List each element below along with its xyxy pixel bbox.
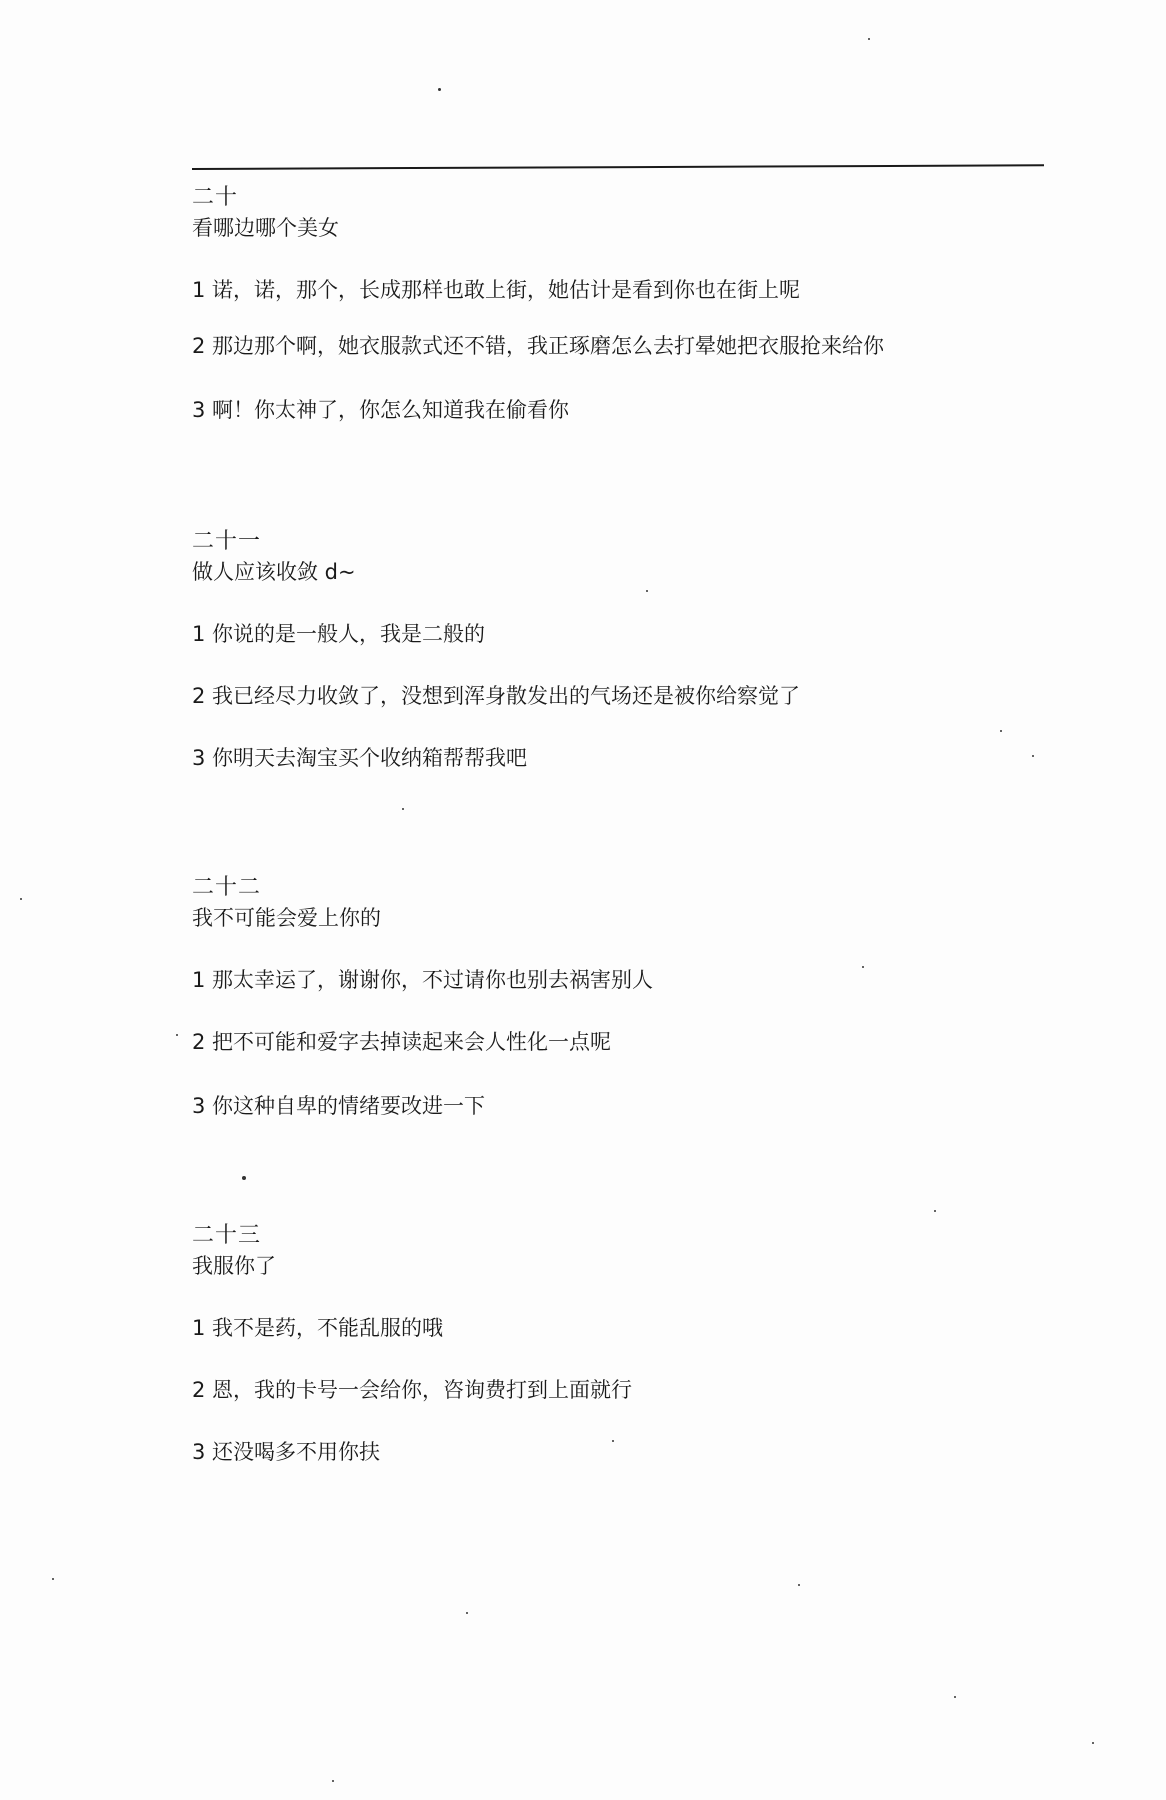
scan-speck	[612, 1440, 614, 1442]
section-number: 二十一	[192, 529, 262, 554]
scan-speck	[20, 898, 22, 900]
answer-1: 1 你说的是一般人，我是二般的	[192, 622, 486, 646]
section-22	[192, 874, 1052, 1118]
scan-speck	[862, 966, 864, 968]
scan-speck	[52, 1578, 54, 1580]
scan-speck	[868, 38, 870, 40]
scan-speck	[934, 1210, 936, 1212]
section-20	[192, 184, 1052, 422]
scan-speck	[466, 1612, 468, 1614]
scan-speck	[1032, 755, 1034, 757]
section-prompt: 做人应该收敛 d~	[192, 560, 356, 584]
section-21	[192, 528, 1052, 770]
scan-speck	[1092, 1742, 1094, 1744]
answer-2: 2 那边那个啊，她衣服款式还不错，我正琢磨怎么去打晕她把衣服抢来给你	[192, 334, 885, 358]
answer-3: 3 啊！你太神了，你怎么知道我在偷看你	[192, 398, 570, 422]
section-number: 二十二	[192, 875, 262, 900]
answer-2: 2 把不可能和爱字去掉读起来会人性化一点呢	[192, 1030, 612, 1054]
answer-3: 3 你这种自卑的情绪要改进一下	[192, 1094, 486, 1118]
answer-3: 3 还没喝多不用你扶	[192, 1440, 381, 1464]
answer-2: 2 恩，我的卡号一会给你，咨询费打到上面就行	[192, 1378, 633, 1402]
scan-speck	[332, 1780, 334, 1782]
scan-speck	[646, 590, 648, 592]
section-prompt: 看哪边哪个美女	[192, 216, 339, 240]
scan-speck	[954, 1696, 956, 1698]
answer-3: 3 你明天去淘宝买个收纳箱帮帮我吧	[192, 746, 528, 770]
section-23	[192, 1222, 1052, 1464]
section-number: 二十三	[192, 1223, 262, 1248]
section-prompt: 我不可能会爱上你的	[192, 906, 381, 930]
answer-1: 1 我不是药，不能乱服的哦	[192, 1316, 444, 1340]
scan-speck	[242, 1176, 246, 1180]
scan-speck	[402, 808, 404, 810]
top-rule-divider	[192, 164, 1044, 170]
section-number: 二十	[192, 185, 239, 210]
answer-1: 1 诺，诺，那个，长成那样也敢上街，她估计是看到你也在街上呢	[192, 278, 801, 302]
answer-2: 2 我已经尽力收敛了，没想到浑身散发出的气场还是被你给察觉了	[192, 684, 801, 708]
scan-speck	[176, 1034, 178, 1036]
scan-speck	[798, 1584, 800, 1586]
answer-1: 1 那太幸运了，谢谢你，不过请你也别去祸害别人	[192, 968, 654, 992]
scan-speck	[1000, 730, 1002, 732]
scan-speck	[438, 88, 441, 91]
section-prompt: 我服你了	[192, 1254, 276, 1278]
